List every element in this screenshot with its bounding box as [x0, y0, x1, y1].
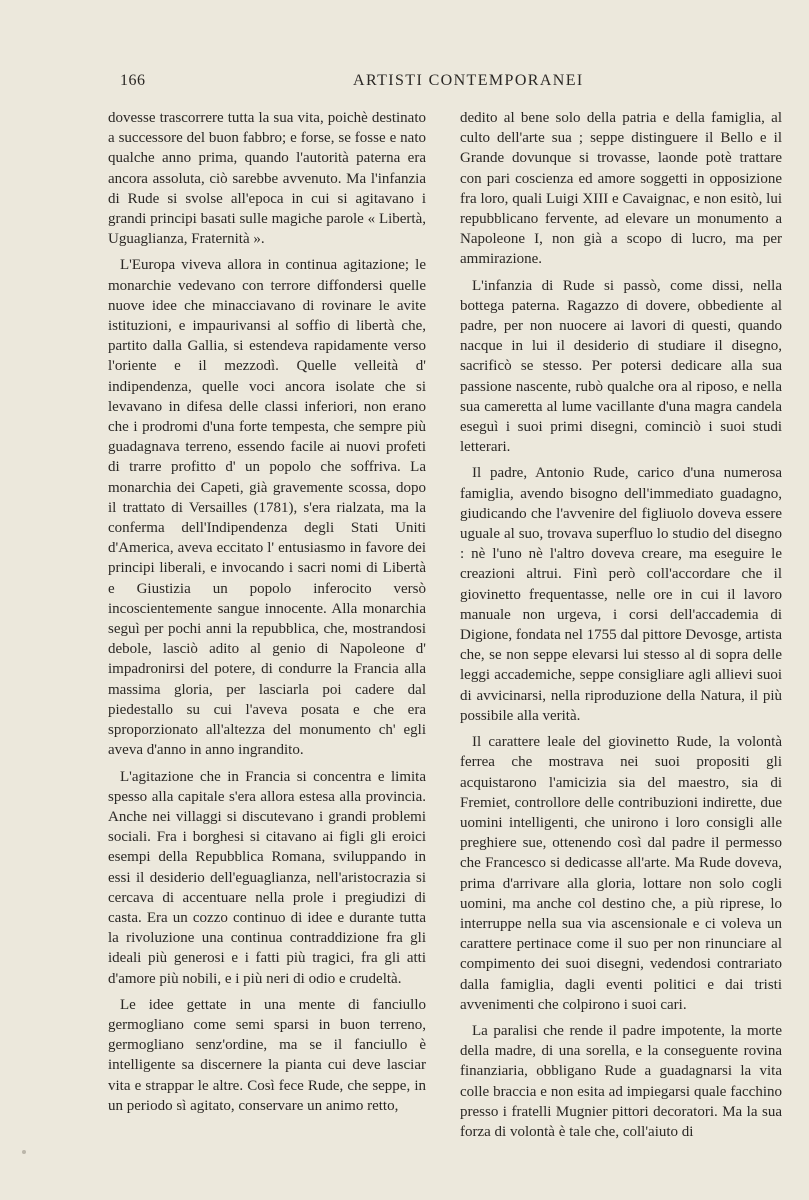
running-title: ARTISTI CONTEMPORANEI	[353, 72, 584, 89]
left-text-column	[108, 108, 426, 1168]
page-header	[0, 72, 809, 96]
paragraph: Il carattere leale del giovinetto Rude, la volontà ferrea che mostrava nei suoi propositi gli acquistarono l'amicizia sia del maestro, sia di Fremiet, controllore delle contribuzioni indirette, due uomini intelligenti, che unirono i loro consigli alle preghiere sue, ottenendo così dal padre il permesso che Francesco si dedicasse all'arte. Ma Rude doveva, prima d'arrivare alla gloria, lottare non solo cogli uomini, ma anche col destino che, a più riprese, lo interruppe nella sua via ascensionale e ci voleva un carattere pertinace come il suo per non rinunciare al compimento dei suoi disegni, vedendosi contrariato dalla famiglia, dagli eventi politici e dai tristi avvenimenti che colpirono i suoi cari.	[460, 734, 782, 1013]
paragraph: dovesse trascorrere tutta la sua vita, poichè destinato a successore del buon fabbro; e forse, se fosse e nato qualche anno prima, quando l'autorità paterna era ancora assoluta, ciò sarebbe avvenuto. Ma l'infanzia di Rude si svolse all'epoca in cui si agitavano i grandi principi basati sulle magiche parole « Libertà, Uguaglianza, Fraternità ».	[108, 110, 426, 248]
paragraph: La paralisi che rende il padre impotente, la morte della madre, di una sorella, e la conseguente rovina finanziaria, obbligano Rude a guadagnarsi la vita colle braccia e non esita ad impiegarsi quale facchino presso i fratelli Mugnier pittori decoratori. Ma la sua forza di volontà è tale che, coll'aiuto di	[460, 1022, 782, 1140]
paragraph: L'agitazione che in Francia si concentra e limita spesso alla capitale s'era allora estesa alla provincia. Anche nei villaggi si discutevano i grandi problemi sociali. Fra i borghesi si citavano ai figli gli eroici esempi della Repubblica Romana, sviluppando in essi il desiderio dell'eguaglianza, nell'aristocrazia si cercava di accentuare nella prole i pregiudizi di casta. Era un cozzo continuo di idee e durante tutta la rivoluzione una continua contraddizione fra gli ideali più generosi e i fatti più tragici, fra gli atti d'amore più nobili, e i più neri di odio e crudeltà.	[108, 768, 426, 987]
paragraph: L'infanzia di Rude si passò, come dissi, nella bottega paterna. Ragazzo di dovere, obbediente al padre, per non nuocere ai lavori di questi, quando nacque in lui il desiderio di studiare il disegno, sacrificò se stesso. Per potersi dedicare alla sua passione nascente, rubò qualche ora al riposo, e nella sua cameretta al lume vacillante d'una magra candela eseguì i suoi primi disegni, cominciò i suoi studi letterari.	[460, 277, 782, 456]
right-text-column	[460, 108, 782, 1168]
paragraph: Il padre, Antonio Rude, carico d'una numerosa famiglia, avendo bisogno dell'immediato guadagno, giudicando che l'avvenire del figliuolo doveva essere uguale al suo, trovava superfluo lo studio del disegno : nè l'uno nè l'altro doveva creare, ma eseguire le creazioni altrui. Finì però coll'accordare che il giovinetto frequentasse, nelle ore in cui il lavoro manuale non urgeva, i corsi dell'accademia di Digione, fondata nel 1755 dal pittore Devosge, artista che, se non seppe elevarsi lui stesso al di sopra delle leggi accademiche, seppe consigliare agli allievi suoi di avvicinarsi, nella riproduzione della Natura, il più possibile alla verità.	[460, 465, 782, 724]
paper-speck	[22, 1150, 26, 1154]
paragraph: L'Europa viveva allora in continua agitazione; le monarchie vedevano con terrore diffondersi quelle nuove idee che minacciavano di rovinare le avite istituzioni, e impaurivansi al soffio di libertà che, partito dalla Gallia, si estendeva rapidamente verso l'oriente e il mezzodì. Quelle velleità d' indipendenza, quelle voci ancora isolate che si levavano in difesa delle classi inferiori, non erano che i prodromi d'una forte tempesta, che sempre più guadagnava terreno, essendo facile ai nuovi profeti di trarre profitto d' un popolo che soffriva. La monarchia dei Capeti, già gravemente scossa, dopo il trattato di Versailles (1781), s'era rialzata, ma la conferma dell'Indipendenza degli Stati Uniti d'America, aveva eccitato l' entusiasmo in favore dei principi liberali, e invocando i sacri nomi di Libertà e Giustizia un popolo inferocito versò incoscientemente sangue innocente. Alla monarchia seguì per pochi anni la repubblica, che, mostrandosi debole, lasciò adito al genio di Napoleone d' impadronirsi del potere, di condurre la Francia alla massima gloria, per lasciarla poi cadere dal piedestallo su cui l'aveva posata e che era sproporzionato all'altezza del monumento ch' egli aveva d'anno in anno ingrandito.	[108, 257, 426, 759]
page-number: 166	[120, 72, 146, 89]
paragraph: Le idee gettate in una mente di fanciullo germogliano come semi sparsi in buon terreno, germogliano senz'ordine, ma se il fanciullo è intelligente sa discernere la pianta cui deve lasciar vita e strappar le altre. Così fece Rude, che seppe, in un periodo sì agitato, conservare un animo retto,	[108, 996, 426, 1114]
paragraph: dedito al bene solo della patria e della famiglia, al culto dell'arte sua ; seppe distinguere il Bello e il Grande dovunque si trovasse, laonde potè trattare con pari coscienza ed amore soggetti in opposizione fra loro, quali Luigi XIII e Cavaignac, e non esitò, lui repubblicano fervente, ad elevare un monumento a Napoleone I, non già a scopo di lucro, ma per ammirazione.	[460, 110, 782, 268]
